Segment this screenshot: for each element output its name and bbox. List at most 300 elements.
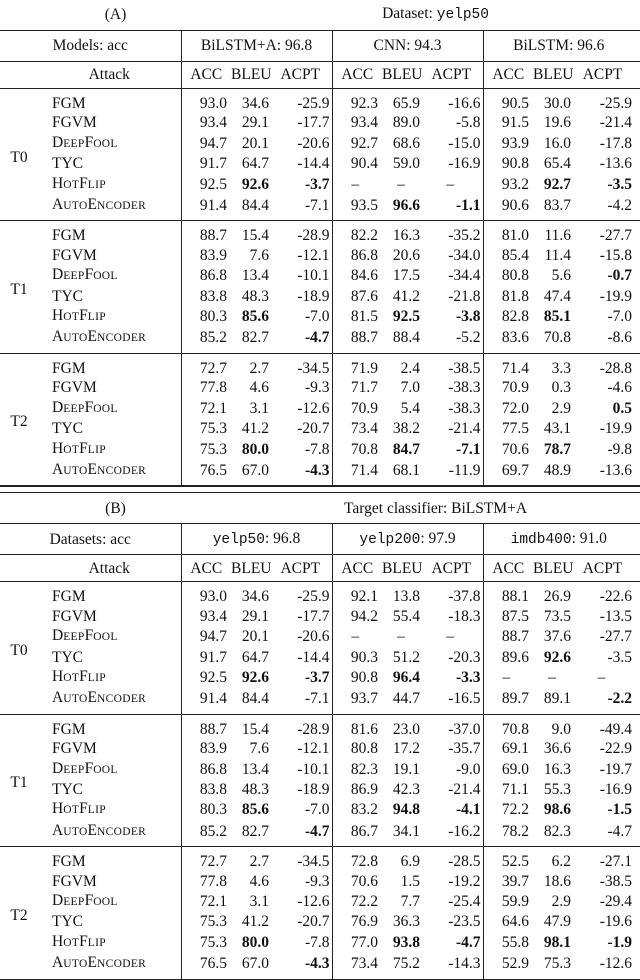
cell-value: 15.4 — [241, 720, 270, 738]
attack-name: FGM — [52, 227, 86, 245]
cell-value: -16.6 — [448, 95, 481, 112]
cell-value: 98.1 — [543, 933, 572, 951]
cell-value: -14.4 — [297, 155, 330, 173]
cell-value: 92.6 — [241, 175, 270, 193]
metric-header: ACC — [181, 555, 231, 582]
cell-value: 92.5 — [392, 308, 421, 326]
cell-value: – — [597, 668, 606, 686]
metric-header: ACC — [332, 62, 382, 89]
cell-value: 6.9 — [400, 853, 421, 871]
cell-value: 83.6 — [483, 327, 533, 353]
cell-value: -17.8 — [599, 134, 633, 152]
table-row — [0, 821, 640, 847]
attack-name-text: AUTOENCODER — [52, 821, 147, 839]
cell-value: 41.2 — [241, 420, 270, 438]
cell-value: 83.2 — [332, 799, 382, 820]
cell-value: 85.6 — [241, 801, 270, 819]
attack-name — [38, 265, 181, 286]
table-row — [0, 398, 640, 419]
attack-name-text: HOTFLIP — [52, 307, 106, 325]
cell-value: -20.7 — [297, 420, 330, 438]
cell-value: -25.9 — [297, 588, 330, 606]
cell-value: -4.1 — [455, 801, 481, 819]
attack-name — [38, 327, 181, 353]
cell-value: -12.6 — [297, 893, 330, 910]
cell-value: 4.6 — [249, 872, 270, 890]
table-row — [0, 221, 640, 246]
cell-value: -3.7 — [304, 175, 330, 193]
cell-value: 17.5 — [392, 267, 421, 285]
cell-value: -29.4 — [599, 893, 633, 910]
table-row — [0, 89, 640, 114]
cell-value: 77.8 — [181, 872, 231, 891]
table-row — [0, 759, 640, 780]
cell-value: 83.9 — [181, 739, 231, 758]
models-label: Models: acc — [0, 31, 181, 62]
cell-value: 70.6 — [483, 439, 533, 460]
group-label: T0 — [0, 89, 38, 221]
cell-value: 90.3 — [332, 648, 382, 667]
cell-value: 88.4 — [382, 327, 420, 353]
cell-value: 72.7 — [181, 847, 231, 872]
cell-value: 88.7 — [181, 221, 231, 246]
cell-value: 37.6 — [543, 628, 572, 646]
cell-value: 92.3 — [332, 89, 382, 114]
cell-value: 90.8 — [332, 667, 382, 688]
cell-value: 6.2 — [551, 853, 572, 871]
cell-value: 43.1 — [543, 420, 572, 438]
cell-value: 16.3 — [392, 227, 421, 245]
table-row — [0, 419, 640, 438]
cell-value: 92.7 — [332, 133, 382, 154]
cell-value: -4.3 — [269, 460, 332, 486]
group-label: T1 — [0, 221, 38, 353]
cell-value: 76.5 — [181, 953, 231, 979]
cell-value: 98.6 — [543, 801, 572, 819]
cell-value: 92.6 — [543, 648, 572, 666]
cell-value: 55.4 — [392, 607, 421, 625]
cell-value: – — [397, 175, 405, 193]
table-row — [0, 265, 640, 286]
metric-header: BLEU — [231, 62, 269, 89]
cell-value: 84.4 — [231, 195, 269, 221]
cell-value: -27.7 — [599, 628, 633, 646]
attack-name — [38, 953, 181, 979]
cell-value: -10.1 — [297, 760, 330, 778]
cell-value: 87.5 — [483, 607, 533, 626]
cell-value: 13.4 — [241, 760, 270, 778]
cell-value: 80.0 — [241, 440, 270, 458]
table-row — [0, 460, 640, 486]
cell-value: -19.9 — [599, 420, 633, 438]
cell-value: -4.7 — [455, 933, 481, 951]
cell-value: -7.8 — [304, 440, 330, 458]
table-row — [0, 378, 640, 397]
cell-value: 84.6 — [332, 265, 382, 286]
cell-value: 2.9 — [551, 399, 572, 417]
section-title — [231, 0, 640, 31]
cell-value: 48.3 — [241, 780, 270, 798]
attack-name-text: DEEPFOOL — [52, 266, 118, 284]
cell-value: -7.1 — [269, 195, 332, 221]
cell-value: -3.5 — [607, 175, 633, 193]
cell-value: 69.7 — [483, 460, 533, 486]
cell-value: 55.8 — [483, 932, 533, 953]
cell-value: 52.9 — [483, 953, 533, 979]
table-row — [0, 847, 640, 872]
attack-name: FGVM — [52, 607, 97, 625]
attack-name — [38, 626, 181, 647]
cell-value: 93.4 — [332, 113, 382, 132]
cell-value: 94.7 — [181, 626, 231, 647]
cell-value: 73.4 — [332, 419, 382, 438]
cell-value: 59.0 — [392, 155, 421, 173]
cell-value: 91.5 — [483, 113, 533, 132]
attack-name — [38, 891, 181, 912]
cell-value: 5.4 — [400, 399, 421, 417]
cell-value: 69.1 — [483, 739, 533, 758]
attack-name: TYC — [52, 780, 83, 798]
cell-value: -13.6 — [571, 460, 634, 486]
cell-value: 86.8 — [181, 759, 231, 780]
attack-name-text: HOTFLIP — [52, 932, 106, 950]
attack-name-text: DEEPFOOL — [52, 627, 118, 645]
cell-value: – — [332, 174, 382, 195]
metric-header: BLEU — [533, 555, 571, 582]
table-row — [0, 353, 640, 378]
cell-value: 73.5 — [543, 607, 572, 625]
cell-value: 47.4 — [543, 287, 572, 305]
cell-value: -12.6 — [571, 953, 634, 979]
cell-value: 59.9 — [483, 891, 533, 912]
cell-value: 34.6 — [241, 588, 270, 606]
cell-value: 13.4 — [241, 267, 270, 285]
cell-value: 70.8 — [332, 439, 382, 460]
cell-value: -4.7 — [571, 821, 634, 847]
cell-value: -2.2 — [571, 688, 634, 714]
dataset-name: yelp50 — [436, 7, 489, 24]
table-row — [0, 174, 640, 195]
cell-value: -16.2 — [420, 821, 483, 847]
cell-value: 93.4 — [181, 113, 231, 132]
table-row — [0, 667, 640, 688]
cell-value: 71.9 — [332, 353, 382, 378]
table-row — [0, 327, 640, 353]
cell-value: 82.3 — [332, 759, 382, 780]
cell-value: 92.7 — [543, 175, 572, 193]
table-row — [0, 912, 640, 931]
cell-value: -17.7 — [297, 114, 330, 132]
cell-value: -34.5 — [297, 359, 330, 377]
table-row — [0, 626, 640, 647]
cell-value: 78.2 — [483, 821, 533, 847]
cell-value: -16.5 — [420, 688, 483, 714]
attack-name — [38, 667, 181, 688]
cell-value: 91.4 — [181, 195, 231, 221]
cell-value: 65.9 — [392, 95, 421, 112]
cell-value: -0.7 — [607, 267, 633, 285]
cell-value: -38.5 — [448, 359, 481, 377]
cell-value: 44.7 — [382, 688, 420, 714]
cell-value: 2.4 — [400, 359, 421, 377]
cell-value: -16.9 — [599, 780, 633, 798]
cell-value: -1.5 — [607, 801, 633, 819]
cell-value: 76.9 — [332, 912, 382, 931]
attack-name-text: DEEPFOOL — [52, 133, 118, 151]
cell-value: 55.3 — [543, 780, 572, 798]
cell-value: 72.8 — [332, 847, 382, 872]
cell-value: 75.3 — [181, 932, 231, 953]
cell-value: 85.1 — [543, 308, 572, 326]
cell-value: -19.7 — [599, 760, 633, 778]
cell-value: 72.1 — [181, 891, 231, 912]
cell-value: 93.0 — [181, 89, 231, 114]
attack-name — [38, 460, 181, 486]
model-column-header — [181, 31, 332, 62]
cell-value: -28.9 — [297, 720, 330, 738]
attack-name — [38, 759, 181, 780]
cell-value: 70.8 — [533, 327, 571, 353]
attack-name: TYC — [52, 420, 83, 438]
table-row — [0, 953, 640, 979]
table-row — [0, 195, 640, 221]
cell-value: – — [446, 175, 455, 193]
model-name: CNN: 94.3 — [373, 37, 442, 55]
cell-value: 77.0 — [332, 932, 382, 953]
metric-header: ACPT — [269, 62, 332, 89]
cell-value: -21.8 — [448, 287, 481, 305]
table-row — [0, 932, 640, 953]
cell-value: 41.2 — [392, 287, 421, 305]
cell-value: 19.1 — [392, 760, 421, 778]
cell-value: -4.7 — [269, 327, 332, 353]
model-column-header — [483, 524, 634, 555]
cell-value: 85.2 — [181, 821, 231, 847]
attack-name — [38, 174, 181, 195]
cell-value: 92.1 — [332, 582, 382, 607]
cell-value: 70.8 — [483, 714, 533, 739]
cell-value: -7.0 — [304, 801, 330, 819]
cell-value: 83.7 — [533, 195, 571, 221]
attack-header: Attack — [38, 62, 181, 89]
cell-value: -34.4 — [448, 267, 481, 285]
attack-name — [38, 195, 181, 221]
cell-value: -19.2 — [448, 872, 481, 890]
cell-value: 83.8 — [181, 780, 231, 799]
cell-value: -27.1 — [599, 853, 633, 871]
cell-value: 72.2 — [483, 799, 533, 820]
cell-value: 34.1 — [382, 821, 420, 847]
cell-value: 96.4 — [392, 668, 421, 686]
cell-value: 80.3 — [181, 799, 231, 820]
table-row — [0, 714, 640, 739]
cell-value: 75.3 — [181, 439, 231, 460]
cell-value: -14.4 — [297, 648, 330, 666]
cell-value: 34.6 — [241, 95, 270, 112]
metric-header: BLEU — [382, 555, 420, 582]
table-row — [0, 246, 640, 265]
attack-name: TYC — [52, 648, 83, 666]
cell-value: -20.3 — [448, 648, 481, 666]
cell-value: 71.4 — [332, 460, 382, 486]
cell-value: 87.6 — [332, 287, 382, 306]
cell-value: -9.3 — [304, 872, 330, 890]
cell-value: 26.9 — [543, 588, 572, 606]
cell-value: 90.8 — [483, 154, 533, 173]
cell-value: 82.8 — [483, 306, 533, 327]
cell-value: 20.6 — [392, 246, 421, 264]
cell-value: 2.9 — [551, 893, 572, 910]
cell-value: – — [332, 626, 382, 647]
cell-value: 93.2 — [483, 174, 533, 195]
dataset-name: imdb400 — [510, 531, 572, 548]
cell-value: -1.9 — [607, 933, 633, 951]
cell-value: -20.6 — [297, 134, 330, 152]
cell-value: 23.0 — [392, 720, 421, 738]
attack-name: TYC — [52, 287, 83, 305]
cell-value: -18.9 — [297, 287, 330, 305]
cell-value: 93.0 — [181, 582, 231, 607]
cell-value: -28.5 — [448, 853, 481, 871]
cell-value: 70.9 — [332, 398, 382, 419]
cell-value: 75.3 — [181, 419, 231, 438]
table-row — [0, 287, 640, 306]
cell-value: 86.7 — [332, 821, 382, 847]
cell-value: -19.9 — [599, 287, 633, 305]
attack-name-text: DEEPFOOL — [52, 759, 118, 777]
group-label: T2 — [0, 353, 38, 485]
cell-value: -15.8 — [599, 246, 633, 264]
cell-value: 94.7 — [181, 133, 231, 154]
cell-value: – — [548, 668, 556, 686]
cell-value: 65.4 — [543, 155, 572, 173]
table-row — [0, 688, 640, 714]
cell-value: 85.6 — [241, 308, 270, 326]
cell-value: 29.1 — [241, 607, 270, 625]
cell-value: 69.0 — [483, 759, 533, 780]
cell-value: -4.2 — [571, 195, 634, 221]
cell-value: 70.6 — [332, 872, 382, 891]
cell-value: 51.2 — [392, 648, 421, 666]
metric-header: BLEU — [231, 555, 269, 582]
cell-value: -3.7 — [304, 668, 330, 686]
cell-value: 73.4 — [332, 953, 382, 979]
cell-value: 20.1 — [241, 134, 270, 152]
cell-value: -1.1 — [420, 195, 483, 221]
attack-name: TYC — [52, 913, 83, 931]
cell-value: -7.8 — [304, 933, 330, 951]
attack-name: FGVM — [52, 114, 97, 132]
cell-value: -35.7 — [448, 740, 481, 758]
attack-name: TYC — [52, 155, 83, 173]
table-row — [0, 648, 640, 667]
cell-value: -4.7 — [269, 821, 332, 847]
cell-value: -17.7 — [297, 607, 330, 625]
cell-value: 86.8 — [181, 265, 231, 286]
cell-value: 89.0 — [392, 114, 421, 132]
cell-value: 81.5 — [332, 306, 382, 327]
attack-name: FGVM — [52, 872, 97, 890]
cell-value: 3.1 — [249, 893, 270, 910]
cell-value: 52.5 — [483, 847, 533, 872]
cell-value: 2.7 — [249, 853, 270, 871]
cell-value: -4.3 — [269, 953, 332, 979]
cell-value: 82.7 — [231, 821, 269, 847]
cell-value: 67.0 — [231, 460, 269, 486]
cell-value: -28.8 — [599, 359, 633, 377]
table-row — [0, 306, 640, 327]
cell-value: 85.4 — [483, 246, 533, 265]
cell-value: – — [483, 667, 533, 688]
cell-value: 92.5 — [181, 667, 231, 688]
dataset-name: yelp200 — [359, 531, 421, 548]
cell-value: 64.6 — [483, 912, 533, 931]
metric-header: ACPT — [571, 555, 634, 582]
cell-value: -5.8 — [455, 114, 481, 132]
cell-value: 82.7 — [231, 327, 269, 353]
cell-value: -38.3 — [448, 399, 481, 417]
table-row — [0, 780, 640, 799]
attack-name-text: AUTOENCODER — [52, 196, 147, 214]
cell-value: 92.6 — [241, 668, 270, 686]
cell-value: 17.2 — [392, 740, 421, 758]
cell-value: 72.1 — [181, 398, 231, 419]
cell-value: -10.1 — [297, 267, 330, 285]
cell-value: -13.5 — [599, 607, 633, 625]
cell-value: 67.0 — [231, 953, 269, 979]
cell-value: -7.1 — [455, 440, 481, 458]
table-row — [0, 872, 640, 891]
metric-header: ACC — [181, 62, 231, 89]
metric-header: ACC — [483, 555, 533, 582]
cell-value: 70.9 — [483, 378, 533, 397]
cell-value: -38.5 — [599, 872, 633, 890]
cell-value: 48.3 — [241, 287, 270, 305]
cell-value: 64.7 — [241, 155, 270, 173]
dataset-acc: : 96.8 — [264, 529, 301, 547]
attack-name — [38, 439, 181, 460]
dataset-name: yelp50 — [212, 531, 265, 548]
model-name: BiLSTM+A: 96.8 — [200, 37, 313, 55]
cell-value: 82.2 — [332, 221, 382, 246]
cell-value: 2.7 — [249, 359, 270, 377]
cell-value: 64.7 — [241, 648, 270, 666]
dataset-acc: : 91.0 — [571, 529, 607, 547]
cell-value: 77.5 — [483, 419, 533, 438]
attack-name: FGM — [52, 853, 86, 871]
cell-value: -22.9 — [599, 740, 633, 758]
cell-value: 93.7 — [332, 688, 382, 714]
cell-value: -9.3 — [304, 379, 330, 397]
cell-value: 38.2 — [392, 420, 421, 438]
cell-value: 19.6 — [543, 114, 572, 132]
cell-value: 90.4 — [332, 154, 382, 173]
cell-value: 0.5 — [612, 399, 633, 417]
table-row — [0, 799, 640, 820]
cell-value: 47.9 — [543, 913, 572, 931]
cell-value: 86.9 — [332, 780, 382, 799]
attack-name — [38, 799, 181, 820]
cell-value: -35.2 — [448, 227, 481, 245]
table-row — [0, 891, 640, 912]
cell-value: 84.7 — [392, 440, 421, 458]
cell-value: 75.2 — [382, 953, 420, 979]
cell-value: 88.7 — [483, 626, 533, 647]
cell-value: -27.7 — [599, 227, 633, 245]
attack-name-text: AUTOENCODER — [52, 460, 147, 478]
attack-name-text: AUTOENCODER — [52, 689, 147, 707]
cell-value: 72.2 — [332, 891, 382, 912]
